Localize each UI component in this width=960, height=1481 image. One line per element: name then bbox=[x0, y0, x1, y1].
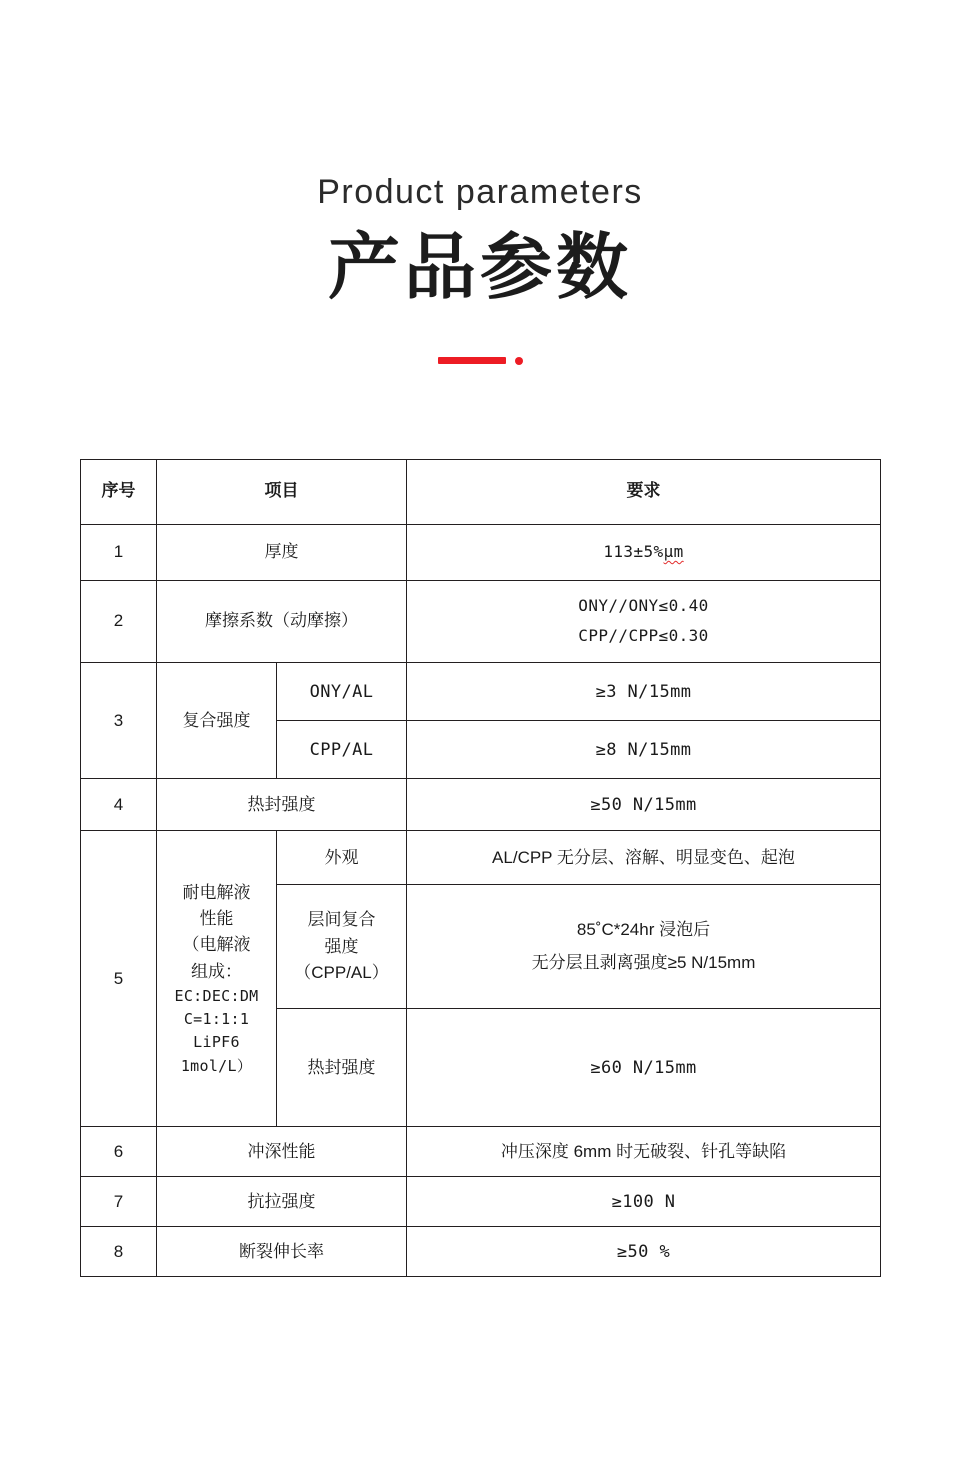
row-requirement: 冲压深度 6mm 时无破裂、针孔等缺陷 bbox=[407, 1127, 881, 1177]
row-no: 2 bbox=[81, 580, 157, 663]
table-row bbox=[81, 1227, 881, 1277]
table-row bbox=[81, 1177, 881, 1227]
row-item: 摩擦系数（动摩擦） bbox=[157, 580, 407, 663]
row-requirement: ≥3 N/15mm bbox=[407, 663, 881, 721]
row-item: 断裂伸长率 bbox=[157, 1227, 407, 1277]
row-requirement: ≥8 N/15mm bbox=[407, 721, 881, 779]
header-no: 序号 bbox=[81, 459, 157, 524]
row-item-line7: LiPF6 bbox=[193, 1033, 240, 1052]
row-no: 8 bbox=[81, 1227, 157, 1277]
row-requirement bbox=[407, 524, 881, 580]
row-requirement-line2: CPP//CPP≤0.30 bbox=[578, 626, 709, 646]
row-requirement: AL/CPP 无分层、溶解、明显变色、起泡 bbox=[407, 831, 881, 885]
row-requirement: ≥100 N bbox=[407, 1177, 881, 1227]
row-item-line8: 1mol/L） bbox=[180, 1056, 253, 1075]
row-item-line4: 组成： bbox=[191, 961, 242, 981]
row-item bbox=[157, 831, 277, 1127]
row-item: 冲深性能 bbox=[157, 1127, 407, 1177]
row-requirement: ≥50 % bbox=[407, 1227, 881, 1277]
header-item: 项目 bbox=[157, 459, 407, 524]
table-row bbox=[81, 663, 881, 721]
header-requirement: 要求 bbox=[407, 459, 881, 524]
row-subitem: 外观 bbox=[277, 831, 407, 885]
divider-dot bbox=[515, 357, 523, 365]
row-item: 复合强度 bbox=[157, 663, 277, 779]
row-subitem-line2: 强度 bbox=[324, 936, 359, 956]
row-item-line6: C=1:1:1 bbox=[183, 1010, 250, 1029]
table-row bbox=[81, 524, 881, 580]
page-title-english: Product parameters bbox=[317, 173, 643, 211]
row-no: 6 bbox=[81, 1127, 157, 1177]
row-subitem: 热封强度 bbox=[277, 1009, 407, 1127]
spec-table-container bbox=[80, 459, 880, 1278]
table-row bbox=[81, 1127, 881, 1177]
divider-bar bbox=[438, 357, 506, 364]
row-no: 7 bbox=[81, 1177, 157, 1227]
row-requirement-value: 113±5% bbox=[603, 541, 664, 561]
page-header bbox=[0, 0, 960, 366]
row-subitem bbox=[277, 885, 407, 1009]
row-item-line2: 性能 bbox=[199, 908, 234, 928]
row-requirement-line1: ONY//ONY≤0.40 bbox=[578, 595, 709, 615]
row-item-line1: 耐电解液 bbox=[182, 882, 251, 902]
table-row bbox=[81, 779, 881, 831]
row-requirement-line2: 无分层且剥离强度≥5 N/15mm bbox=[531, 952, 756, 972]
table-header-row bbox=[81, 459, 881, 524]
row-requirement: ≥60 N/15mm bbox=[407, 1009, 881, 1127]
page-title-chinese: 产品参数 bbox=[327, 227, 632, 308]
row-requirement bbox=[407, 580, 881, 663]
row-item: 抗拉强度 bbox=[157, 1177, 407, 1227]
row-item: 厚度 bbox=[157, 524, 407, 580]
row-no: 5 bbox=[81, 831, 157, 1127]
row-item-line5: EC:DEC:DM bbox=[174, 986, 259, 1005]
row-requirement-unit: μm bbox=[663, 541, 684, 561]
row-requirement bbox=[407, 885, 881, 1009]
row-requirement-line1: 85˚C*24hr 浸泡后 bbox=[576, 920, 711, 940]
spec-table bbox=[80, 459, 881, 1278]
row-item: 热封强度 bbox=[157, 779, 407, 831]
table-row bbox=[81, 580, 881, 663]
row-no: 1 bbox=[81, 524, 157, 580]
row-subitem: ONY/AL bbox=[277, 663, 407, 721]
row-subitem-line3: （CPP/AL） bbox=[294, 962, 389, 982]
table-row bbox=[81, 831, 881, 885]
row-subitem-line1: 层间复合 bbox=[307, 910, 376, 930]
row-no: 3 bbox=[81, 663, 157, 779]
divider-decoration bbox=[0, 356, 960, 366]
row-subitem: CPP/AL bbox=[277, 721, 407, 779]
row-item-line3: （电解液 bbox=[182, 935, 251, 955]
row-requirement: ≥50 N/15mm bbox=[407, 779, 881, 831]
row-no: 4 bbox=[81, 779, 157, 831]
